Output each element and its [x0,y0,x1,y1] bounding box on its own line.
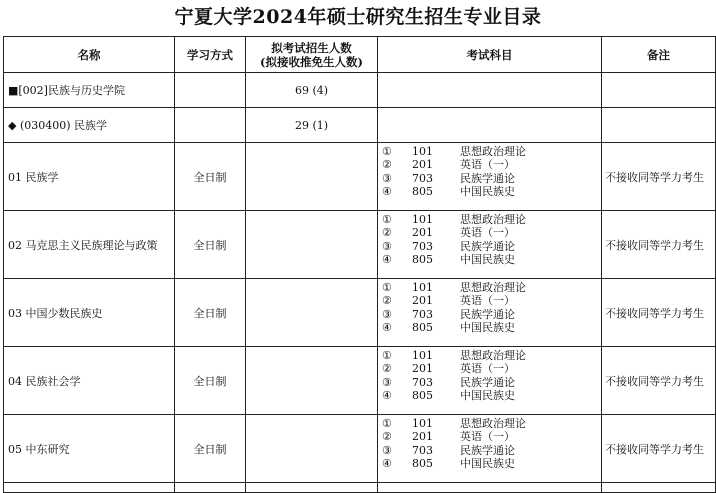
subject-name: 英语（一） [460,362,515,376]
table-cell [246,483,378,493]
subject-line [382,281,601,294]
subject-code: 805 [412,253,433,267]
subject-line [382,226,601,239]
subject-code: 201 [412,226,433,240]
direction-subjects [378,347,602,415]
subject-name: 思想政治理论 [460,417,526,430]
subject-code: 805 [412,457,433,471]
direction-mode: 全日制 [175,143,246,211]
subject-code: 101 [412,349,433,362]
subject-index: ② [382,430,392,444]
subject-line [382,376,601,389]
subject-name: 民族学通论 [460,171,515,185]
subject-code: 101 [412,417,433,430]
direction-subjects [378,279,602,347]
subject-index: ④ [382,185,392,199]
direction-row [4,347,716,415]
subject-code: 101 [412,281,433,294]
subject-name: 民族学通论 [460,375,515,389]
direction-name: 03 中国少数民族史 [4,279,175,347]
subject-line [382,430,601,443]
subject-code: 703 [412,307,433,321]
subject-index: ③ [382,171,392,185]
direction-quota [246,211,378,279]
table-cell [175,483,246,493]
subject-name: 英语（一） [460,226,515,240]
subject-code: 201 [412,294,433,308]
direction-note: 不接收同等学力考生 [602,415,716,483]
subject-code: 805 [412,321,433,335]
subject-name: 中国民族史 [460,185,515,199]
unit-quota: 69 (4) [246,73,378,108]
subject-code: 201 [412,362,433,376]
major-notes [602,108,716,143]
subject-name: 英语（一） [460,430,515,444]
subject-name: 中国民族史 [460,253,515,267]
direction-mode: 全日制 [175,279,246,347]
subject-code: 101 [412,213,433,226]
header-mode: 学习方式 [175,37,246,73]
catalog-table [3,36,716,493]
subject-name: 思想政治理论 [460,281,526,294]
unit-name: ■[002]民族与历史学院 [4,73,175,108]
subject-code: 201 [412,430,433,444]
subject-name: 中国民族史 [460,389,515,403]
subject-index: ① [382,349,392,362]
direction-name: 04 民族社会学 [4,347,175,415]
subject-line [382,294,601,307]
header-row [4,37,716,73]
subject-index: ① [382,417,392,430]
direction-row [4,279,716,347]
header-quota-line2: (拟接收推免生人数) [260,54,363,69]
subject-index: ③ [382,443,392,457]
subject-line [382,185,601,198]
subject-name: 中国民族史 [460,457,515,471]
subject-line [382,457,601,470]
direction-quota [246,279,378,347]
subject-index: ③ [382,307,392,321]
table-row-partial [4,483,716,493]
subject-index: ③ [382,375,392,389]
subject-line [382,349,601,362]
direction-note: 不接收同等学力考生 [602,347,716,415]
subject-index: ① [382,145,392,158]
subject-line [382,213,601,226]
major-name: ◆ (030400) 民族学 [4,108,175,143]
subject-name: 民族学通论 [460,239,515,253]
direction-quota [246,347,378,415]
subject-code: 703 [412,171,433,185]
subject-line [382,444,601,457]
direction-name: 02 马克思主义民族理论与政策 [4,211,175,279]
major-quota: 29 (1) [246,108,378,143]
subject-line [382,172,601,185]
subject-name: 英语（一） [460,294,515,308]
subject-line [382,362,601,375]
subject-line [382,145,601,158]
unit-mode [175,73,246,108]
subject-code: 101 [412,145,433,158]
subject-name: 民族学通论 [460,443,515,457]
direction-note: 不接收同等学力考生 [602,143,716,211]
major-row [4,108,716,143]
table-cell [4,483,175,493]
subject-code: 703 [412,375,433,389]
subject-index: ④ [382,389,392,403]
header-subjects: 考试科目 [378,37,602,73]
subject-index: ② [382,158,392,172]
direction-subjects [378,415,602,483]
subject-index: ② [382,226,392,240]
direction-row [4,143,716,211]
direction-name: 05 中东研究 [4,415,175,483]
subject-code: 703 [412,239,433,253]
subject-name: 思想政治理论 [460,213,526,226]
major-mode [175,108,246,143]
subject-code: 805 [412,389,433,403]
subject-name: 民族学通论 [460,307,515,321]
unit-notes [602,73,716,108]
major-subjects [378,108,602,143]
direction-mode: 全日制 [175,347,246,415]
subject-line [382,321,601,334]
subject-code: 201 [412,158,433,172]
direction-subjects [378,143,602,211]
header-name: 名称 [4,37,175,73]
subject-line [382,240,601,253]
direction-note: 不接收同等学力考生 [602,279,716,347]
subject-index: ② [382,294,392,308]
subject-name: 思想政治理论 [460,145,526,158]
subject-index: ④ [382,253,392,267]
subject-code: 805 [412,185,433,199]
unit-row [4,73,716,108]
header-quota-line1: 拟考试招生人数 [271,40,352,55]
page-title: 宁夏大学2024年硕士研究生招生专业目录 [174,6,542,28]
subject-index: ④ [382,321,392,335]
subject-index: ④ [382,457,392,471]
direction-row [4,415,716,483]
direction-quota [246,415,378,483]
subject-index: ③ [382,239,392,253]
table-cell [602,483,716,493]
unit-subjects [378,73,602,108]
subject-index: ② [382,362,392,376]
header-notes: 备注 [602,37,716,73]
subject-line [382,253,601,266]
direction-mode: 全日制 [175,415,246,483]
subject-name: 思想政治理论 [460,349,526,362]
subject-line [382,158,601,171]
subject-line [382,417,601,430]
direction-row [4,211,716,279]
direction-mode: 全日制 [175,211,246,279]
subject-name: 中国民族史 [460,321,515,335]
table-cell [378,483,602,493]
direction-name: 01 民族学 [4,143,175,211]
subject-line [382,308,601,321]
subject-line [382,389,601,402]
direction-subjects [378,211,602,279]
header-quota [246,37,378,73]
direction-quota [246,143,378,211]
direction-note: 不接收同等学力考生 [602,211,716,279]
subject-index: ① [382,213,392,226]
subject-index: ① [382,281,392,294]
subject-name: 英语（一） [460,158,515,172]
subject-code: 703 [412,443,433,457]
